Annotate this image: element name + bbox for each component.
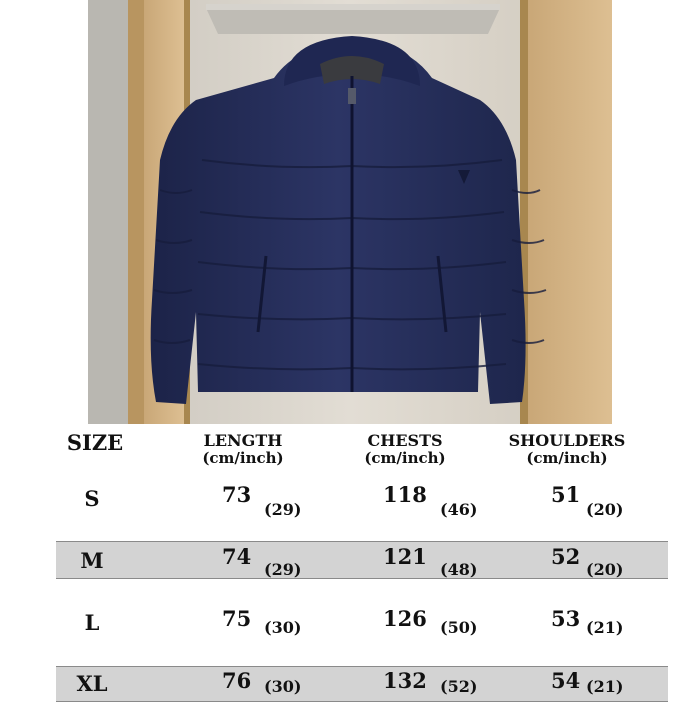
jacket-illustration bbox=[88, 0, 612, 424]
shoulder-header-unit: (cm/inch) bbox=[526, 449, 608, 468]
product-photo bbox=[88, 0, 612, 424]
chest-inch: (52) bbox=[440, 677, 478, 696]
chest-header-unit: (cm/inch) bbox=[364, 449, 446, 468]
chest-header-title: CHESTS bbox=[367, 431, 443, 450]
length-cm: 74 bbox=[222, 544, 252, 569]
shoulder-inch: (21) bbox=[586, 677, 624, 696]
length-inch: (30) bbox=[264, 618, 302, 637]
length-cm: 75 bbox=[222, 606, 252, 631]
shoulder-cm: 52 bbox=[551, 544, 581, 569]
length-inch: (30) bbox=[264, 677, 302, 696]
row-size: S bbox=[84, 486, 100, 511]
shoulder-cm: 51 bbox=[551, 482, 581, 507]
chest-cm: 121 bbox=[383, 544, 427, 569]
chest-inch: (50) bbox=[440, 618, 478, 637]
row-size: XL bbox=[76, 671, 108, 696]
chest-inch: (48) bbox=[440, 560, 478, 579]
shoulder-inch: (20) bbox=[586, 560, 624, 579]
length-inch: (29) bbox=[264, 500, 302, 519]
shoulder-cm: 54 bbox=[551, 668, 581, 693]
chest-inch: (46) bbox=[440, 500, 478, 519]
length-cm: 76 bbox=[222, 668, 252, 693]
chest-cm: 126 bbox=[383, 606, 427, 631]
length-inch: (29) bbox=[264, 560, 302, 579]
table-row-s bbox=[0, 482, 700, 518]
shoulder-inch: (21) bbox=[586, 618, 624, 637]
shoulder-header-title: SHOULDERS bbox=[508, 431, 626, 450]
length-cm: 73 bbox=[222, 482, 252, 507]
shoulder-inch: (20) bbox=[586, 500, 624, 519]
shoulder-cm: 53 bbox=[551, 606, 581, 631]
shoulder-header bbox=[492, 432, 642, 468]
length-header-title: LENGTH bbox=[203, 431, 283, 450]
length-header bbox=[178, 432, 308, 468]
table-row-xl bbox=[56, 666, 668, 702]
size-header: SIZE bbox=[66, 430, 124, 455]
row-size: L bbox=[84, 610, 100, 635]
table-row-l bbox=[0, 606, 700, 642]
table-row-m bbox=[56, 541, 668, 579]
chest-cm: 132 bbox=[383, 668, 427, 693]
length-header-unit: (cm/inch) bbox=[202, 449, 284, 468]
chest-header bbox=[340, 432, 470, 468]
row-size: M bbox=[80, 548, 104, 573]
chest-cm: 118 bbox=[383, 482, 427, 507]
